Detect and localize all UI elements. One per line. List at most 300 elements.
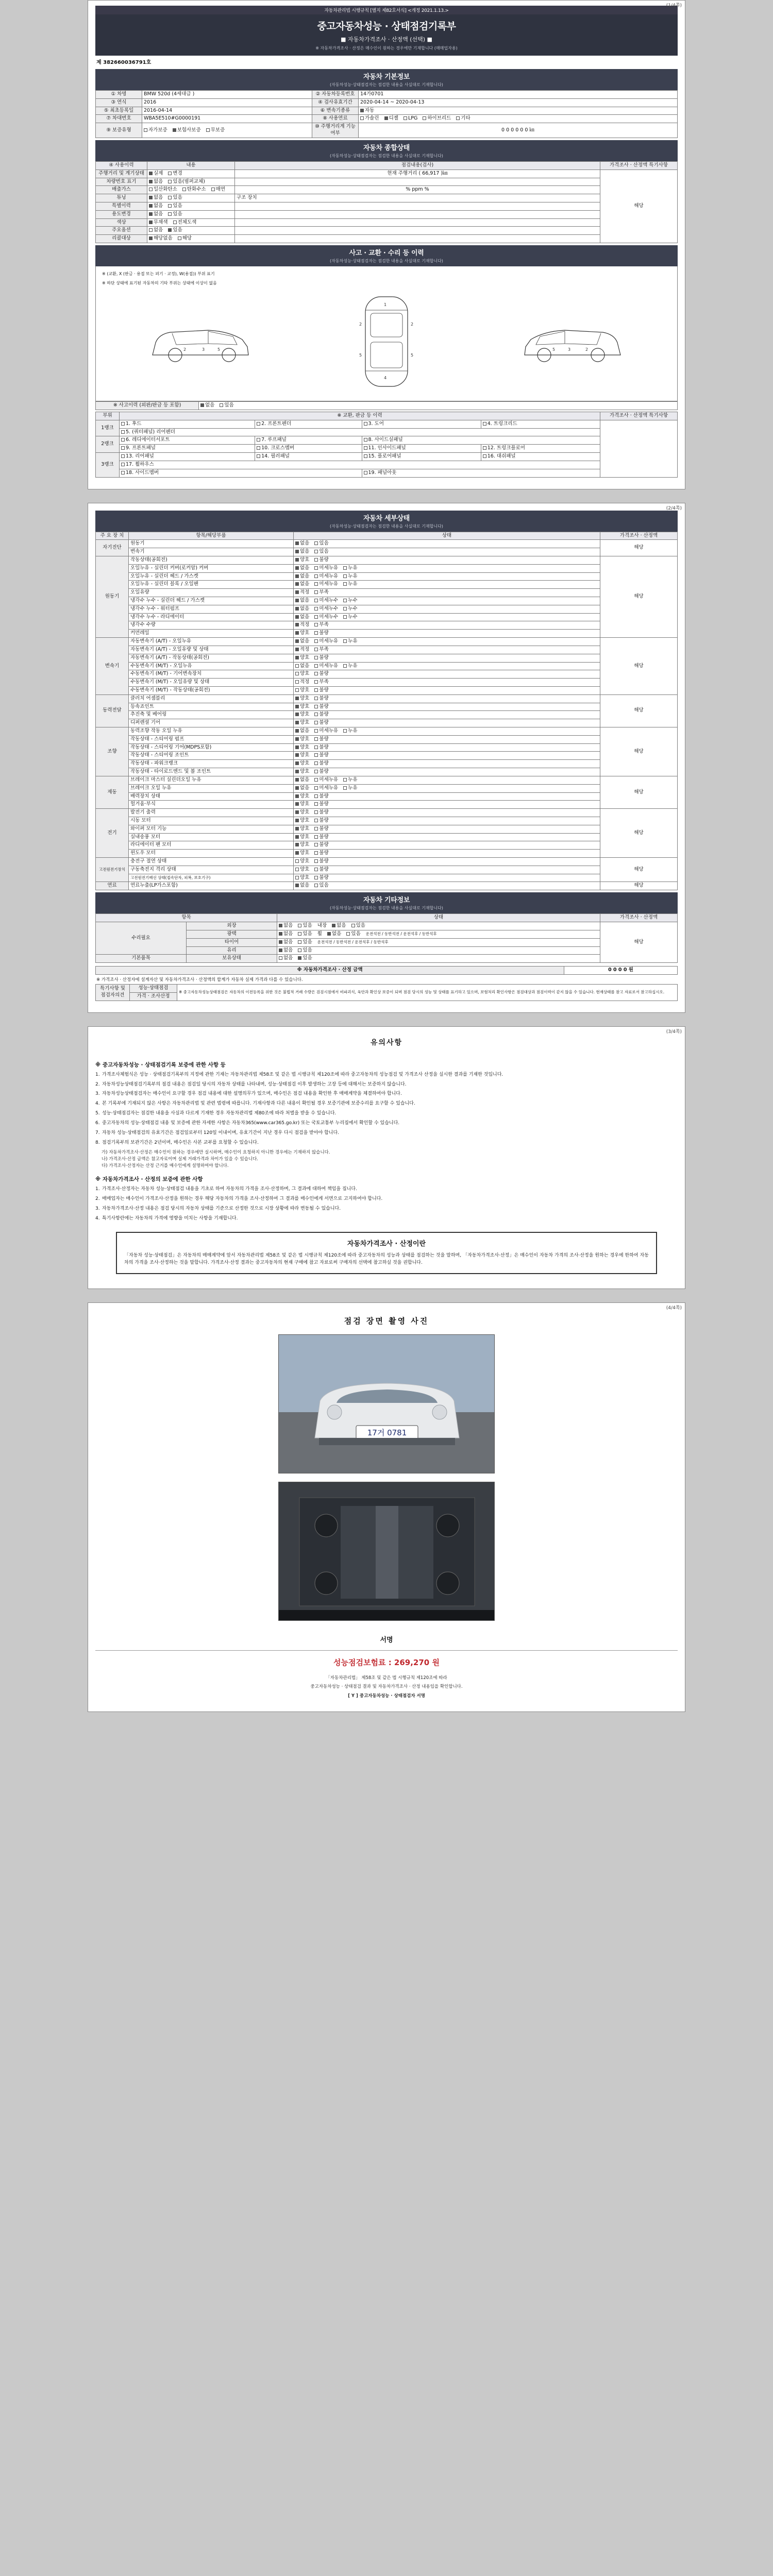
detail-group-fuel: 연료 bbox=[96, 882, 129, 890]
fuel-lpg[interactable]: LPG bbox=[404, 115, 417, 122]
state-opt-a[interactable]: 양호 bbox=[295, 671, 309, 677]
fuel-etc[interactable]: 기타 bbox=[456, 115, 470, 122]
warranty-self[interactable]: 자가보증 bbox=[144, 127, 167, 134]
vin-none[interactable]: 없음 bbox=[149, 179, 163, 185]
state-opt-a[interactable]: 없음 bbox=[295, 581, 309, 588]
state-opt-a[interactable]: 양호 bbox=[295, 630, 309, 637]
etc-glass-none[interactable]: 없음 bbox=[279, 947, 293, 954]
parts-cell-2-1[interactable]: 5. (쿼터패널) 리어펜더 bbox=[120, 428, 600, 436]
parts-cell-5-4[interactable]: 16. 대쉬패널 bbox=[481, 453, 600, 461]
state-opt-a[interactable]: 양호 bbox=[295, 875, 309, 882]
detail-item-state bbox=[294, 735, 600, 743]
table-row bbox=[96, 227, 678, 235]
remarks-row1-label: 성능·상태점검 bbox=[130, 984, 177, 992]
table-row bbox=[96, 572, 678, 581]
state-opt-a[interactable]: 양호 bbox=[295, 818, 309, 824]
overall-row1-cat: 차량번호 표기 bbox=[96, 178, 147, 186]
detail-item-label: 변속기 bbox=[129, 548, 294, 556]
usechange-none[interactable]: 없음 bbox=[149, 211, 163, 218]
state-opt-a[interactable]: 양호 bbox=[295, 858, 309, 865]
overall-head-2: 점검내용(검사) bbox=[235, 161, 600, 170]
remarks-row2-label: 가격 · 조사산정 bbox=[130, 992, 177, 1001]
detail-item-label: 충전구 절연 상태 bbox=[129, 858, 294, 866]
state-opt-b[interactable]: 미세누유 bbox=[314, 728, 338, 735]
state-opt-a[interactable]: 없음 bbox=[295, 565, 309, 572]
state-opt-c[interactable]: 누유 bbox=[343, 728, 357, 735]
state-opt-b[interactable]: 미세누유 bbox=[314, 565, 338, 572]
photo-page-title: 점검 장면 촬영 사진 bbox=[344, 1316, 429, 1326]
state-opt-a[interactable]: 양호 bbox=[295, 826, 309, 833]
state-opt-b[interactable]: 불량 bbox=[314, 704, 328, 710]
mileage-actual[interactable]: 실제 bbox=[149, 171, 163, 177]
state-opt-a[interactable]: 없음 bbox=[295, 638, 309, 645]
emission-hc[interactable]: 탄화수소 bbox=[182, 187, 206, 193]
parts-cell-4-4[interactable]: 12. 트렁크플로어 bbox=[481, 445, 600, 453]
detail-item-label: 수동변속기 (M/T) - 기어변속장치 bbox=[129, 670, 294, 679]
special-exists[interactable]: 있음 bbox=[168, 203, 182, 210]
detail-item-state bbox=[294, 556, 600, 564]
state-opt-b[interactable]: 미세누유 bbox=[314, 573, 338, 580]
section-detail-sub: (자동차성능·상태점검자는 점검한 내용을 사실대로 기재합니다) bbox=[330, 523, 443, 529]
state-opt-c[interactable]: 누유 bbox=[343, 573, 357, 580]
table-row bbox=[96, 638, 678, 646]
warranty-insurer[interactable]: 보험사보증 bbox=[173, 127, 201, 134]
option-exists[interactable]: 있음 bbox=[168, 227, 182, 234]
state-opt-a[interactable]: 적정 bbox=[295, 647, 309, 653]
parts-cell-4-3[interactable]: 11. 인사이드패널 bbox=[362, 445, 481, 453]
detail-item-label: 작동상태 - 파워크랭크 bbox=[129, 760, 294, 768]
detail-item-state bbox=[294, 589, 600, 597]
state-opt-c[interactable]: 누유 bbox=[343, 777, 357, 784]
accident-exists[interactable]: 있음 bbox=[220, 402, 233, 409]
detail-item-state bbox=[294, 605, 600, 613]
overall-row6-note bbox=[235, 218, 600, 227]
svg-text:5: 5 bbox=[359, 353, 362, 358]
state-opt-a[interactable]: 양호 bbox=[295, 557, 309, 564]
mileage-changed[interactable]: 변경 bbox=[168, 171, 182, 177]
state-opt-b[interactable]: 불량 bbox=[314, 818, 328, 824]
state-opt-a[interactable]: 없음 bbox=[295, 549, 309, 555]
parts-cell-7-1[interactable]: 18. 사이드멤버 bbox=[120, 469, 362, 477]
basic-row2-value2 bbox=[359, 107, 678, 115]
state-opt-a[interactable]: 양호 bbox=[295, 834, 309, 841]
table-row bbox=[96, 621, 678, 630]
parts-cell-3-1[interactable]: 6. 레디에이터서포트 bbox=[120, 436, 255, 445]
state-opt-a[interactable]: 없음 bbox=[295, 606, 309, 613]
color-full-repaint[interactable]: 전체도색 bbox=[173, 219, 197, 226]
section-accident-title: 사고 · 교환 · 수리 등 이력 bbox=[349, 249, 424, 257]
overall-row2-items bbox=[147, 186, 235, 194]
basic-row0-value1: BMW 520d (4세대급 ) bbox=[142, 91, 312, 99]
state-opt-b[interactable]: 미세누수 bbox=[314, 614, 338, 621]
state-opt-c[interactable]: 누유 bbox=[343, 581, 357, 588]
fuel-diesel[interactable]: 디젤 bbox=[384, 115, 398, 122]
state-opt-c[interactable]: 누수 bbox=[343, 606, 357, 613]
detail-item-label: 작동상태 - 스티어링 기어(MDPS포함) bbox=[129, 743, 294, 752]
detail-right-note-5: 해당 bbox=[600, 727, 678, 776]
detail-item-label: 수동변속기 (M/T) - 오일유량 및 상태 bbox=[129, 679, 294, 687]
state-opt-a[interactable]: 없음 bbox=[295, 573, 309, 580]
detail-item-label: 연료누출(LP가스포함) bbox=[129, 882, 294, 890]
state-opt-b[interactable]: 불량 bbox=[314, 834, 328, 841]
overall-row0-cat: 주행거리 및 계기상태 bbox=[96, 170, 147, 178]
state-opt-b[interactable]: 부족 bbox=[314, 679, 328, 686]
parts-cell-5-3[interactable]: 15. 플로어패널 bbox=[362, 453, 481, 461]
basic-row1-value2: 2020-04-14 ~ 2020-04-13 bbox=[359, 98, 678, 107]
table-row bbox=[96, 792, 678, 801]
car-side-left-diagram bbox=[146, 311, 255, 372]
state-opt-a[interactable]: 양호 bbox=[295, 687, 309, 694]
state-opt-b[interactable]: 불량 bbox=[314, 557, 328, 564]
page-tag-1: (1/4쪽) bbox=[666, 3, 682, 8]
state-opt-c[interactable]: 누수 bbox=[343, 598, 357, 604]
state-opt-b[interactable]: 미세누수 bbox=[314, 598, 338, 604]
emission-smoke[interactable]: 매연 bbox=[211, 187, 225, 193]
list-item: 2. 매매업자는 매수인이 가격조사·산정을 원하는 경우 해당 자동차의 가격을 조사·산정하여 그 결과를 매수인에게 서면으로 고지하여야 합니다. bbox=[95, 1196, 383, 1202]
state-opt-a[interactable]: 양호 bbox=[295, 711, 309, 718]
overall-row0-note: 현재 주행거리 ( 66,917 )㎞ bbox=[235, 170, 600, 178]
state-opt-b[interactable]: 불량 bbox=[314, 760, 328, 767]
state-opt-a[interactable]: 양호 bbox=[295, 769, 309, 775]
state-opt-b[interactable]: 불량 bbox=[314, 793, 328, 800]
warranty-none[interactable]: 무보증 bbox=[206, 127, 225, 134]
detail-item-state bbox=[294, 801, 600, 809]
tuning-exists[interactable]: 있음 bbox=[168, 195, 182, 201]
state-opt-b[interactable]: 있음 bbox=[314, 549, 328, 555]
list-item: 1. 가격조사·산정자는 자동차 성능·상태점검 내용을 기초로 하여 자동차의 가격을 조사·산정하며, 그 결과에 대하여 책임을 집니다. bbox=[95, 1187, 357, 1192]
state-opt-b[interactable]: 불량 bbox=[314, 842, 328, 849]
svg-text:2: 2 bbox=[183, 347, 187, 352]
detail-item-state bbox=[294, 743, 600, 752]
overall-row0-items bbox=[147, 170, 235, 178]
state-opt-b[interactable]: 있음 bbox=[314, 883, 328, 889]
etc-wheel-positions: 운전석전 / 동반석전 / 운전석후 / 동반석후 bbox=[365, 931, 437, 936]
overall-table bbox=[95, 161, 678, 243]
parts-cell-1-1[interactable]: 1. 후드 bbox=[120, 420, 255, 428]
price-unit-note: ※ 가격조사 · 산정자에 설계자산 및 자동차가격조사 · 산정액의 합계가 자동차 실제 가격과 다를 수 있습니다. bbox=[96, 977, 303, 982]
state-opt-b[interactable]: 불량 bbox=[314, 752, 328, 759]
etc-ext-yes[interactable]: 있음 bbox=[298, 923, 312, 929]
table-row bbox=[96, 123, 678, 138]
state-opt-b[interactable]: 불량 bbox=[314, 687, 328, 694]
etc-label-tire: 타이어 bbox=[187, 938, 277, 946]
state-opt-b[interactable]: 미세누유 bbox=[314, 581, 338, 588]
state-opt-b[interactable]: 미세누유 bbox=[314, 663, 338, 670]
state-opt-a[interactable]: 양호 bbox=[295, 720, 309, 726]
overall-head-0: ④ 사용이력 bbox=[96, 161, 147, 170]
detail-item-state bbox=[294, 597, 600, 605]
parts-cell-3-2[interactable]: 7. 루프패널 bbox=[255, 436, 362, 445]
guarantee-title: 자동차가격조사 · 산정이란 bbox=[347, 1240, 426, 1248]
etc-tire-yes[interactable]: 있음 bbox=[298, 939, 312, 946]
detail-item-state bbox=[294, 564, 600, 572]
state-opt-a[interactable]: 없음 bbox=[295, 540, 309, 547]
table-row bbox=[96, 589, 678, 597]
parts-cell-4-2[interactable]: 10. 크로스멤버 bbox=[255, 445, 362, 453]
state-opt-b[interactable]: 불량 bbox=[314, 736, 328, 743]
section-etc-title: 자동차 기타정보 bbox=[363, 896, 410, 905]
table-row bbox=[96, 866, 678, 874]
fuel-gasoline[interactable]: 가솔린 bbox=[360, 115, 379, 122]
overall-head-1: 내용 bbox=[147, 161, 235, 170]
state-opt-b[interactable]: 불량 bbox=[314, 850, 328, 857]
state-opt-a[interactable]: 양호 bbox=[295, 736, 309, 743]
guarantee-text: 「자동차 성능·상태점검」은 자동차의 매매계약에 앞서 자동차관리법 제58조 및 같은 법 시행규칙 제120조에 따라 중고자동차의 성능과 상태를 점검하는 것을 말하며, 「자동차가격조사·산정」은 매수인이 자동차 가격의 조사·산정을 원하는 경우에 한하여 자동차의 가격을 조사·산정하는 것을 말합니다. 가격조사·산정 결과는 중고자동차의 현재 구매에 참고 자료로써 구매자의 선택에 참고하실 것을 권합니다. bbox=[124, 1253, 649, 1266]
state-opt-b[interactable]: 불량 bbox=[314, 769, 328, 775]
state-opt-c[interactable]: 누유 bbox=[343, 663, 357, 670]
table-row bbox=[96, 581, 678, 589]
list-item: 4. 본 기록부에 기재되지 않은 사항은 자동차관리법 및 관련 법령에 따릅니다. 기재사항과 다른 내용이 확인될 경우 보증기관에 보증수리를 요구할 수 있습니다. bbox=[95, 1101, 415, 1107]
notice-head-1: ※ 중고자동차성능 · 상태점검기록 보증에 관한 사항 등 bbox=[95, 1061, 226, 1068]
detail-item-state bbox=[294, 727, 600, 736]
state-opt-a[interactable]: 적정 bbox=[295, 622, 309, 629]
state-opt-b[interactable]: 부족 bbox=[314, 622, 328, 629]
front-car-photo bbox=[279, 1335, 495, 1473]
table-row bbox=[96, 922, 678, 930]
detail-group-high-voltage: 고전원전기장치 bbox=[96, 858, 129, 882]
detail-item-label: 헐거움·부식 bbox=[129, 801, 294, 809]
detail-item-label: 작동상태 - 타이로드엔드 및 볼 조인트 bbox=[129, 768, 294, 776]
table-row bbox=[96, 703, 678, 711]
state-opt-b[interactable]: 불량 bbox=[314, 875, 328, 882]
special-none[interactable]: 없음 bbox=[149, 203, 163, 210]
detail-head-3: 가격조사 · 산정액 bbox=[600, 532, 678, 540]
state-opt-a[interactable]: 없음 bbox=[295, 777, 309, 784]
overall-row8-cat: 리콜대상 bbox=[96, 235, 147, 243]
price-summary-table bbox=[95, 966, 678, 975]
basic-row3-label2: ⑧ 사용연료 bbox=[312, 115, 359, 123]
state-opt-a[interactable]: 없음 bbox=[295, 728, 309, 735]
state-opt-b[interactable]: 불량 bbox=[314, 801, 328, 808]
color-original[interactable]: 무채색 bbox=[149, 219, 168, 226]
etc-int-none[interactable]: 없음 bbox=[332, 923, 346, 929]
parts-rank-3: 3랭크 bbox=[96, 453, 120, 477]
overall-row1-items bbox=[147, 178, 235, 186]
table-row bbox=[96, 548, 678, 556]
detail-item-label: 수동변속기 (M/T) - 오일누유 bbox=[129, 662, 294, 670]
document-number: 제 382660036791호 bbox=[96, 60, 152, 65]
state-opt-b[interactable]: 부족 bbox=[314, 647, 328, 653]
table-row bbox=[96, 719, 678, 727]
transmission-auto[interactable]: 자동 bbox=[360, 108, 374, 114]
table-row bbox=[96, 801, 678, 809]
etc-int-yes[interactable]: 있음 bbox=[351, 923, 365, 929]
table-row bbox=[96, 955, 678, 963]
guarantee-box bbox=[116, 1232, 657, 1274]
parts-cell-1-3[interactable]: 3. 도어 bbox=[362, 420, 481, 428]
overall-row3-cat: 튜닝 bbox=[96, 194, 147, 202]
table-row bbox=[96, 874, 678, 882]
state-opt-c[interactable]: 누유 bbox=[343, 785, 357, 792]
detail-right-note-9: 해당 bbox=[600, 882, 678, 890]
state-opt-b[interactable]: 불량 bbox=[314, 858, 328, 865]
state-opt-a[interactable]: 없음 bbox=[295, 614, 309, 621]
detail-item-label: 자동변속기 (A/T) - 작동상태(공회전) bbox=[129, 654, 294, 662]
recall-yes[interactable]: 해당 bbox=[178, 235, 192, 242]
detail-item-state bbox=[294, 646, 600, 654]
overall-row1-note bbox=[235, 178, 600, 186]
table-row bbox=[96, 186, 678, 194]
etc-state-glass bbox=[277, 946, 600, 955]
state-opt-b[interactable]: 부족 bbox=[314, 589, 328, 596]
list-item: 6. 중고자동차의 성능·상태점검 내용 및 보증에 관한 자세한 사항은 자동차365(www.car365.go.kr) 또는 국토교통부 누리집에서 확인할 수 있습니다. bbox=[95, 1121, 400, 1126]
state-opt-a[interactable]: 양호 bbox=[295, 801, 309, 808]
etc-state-exterior bbox=[277, 922, 600, 930]
state-opt-a[interactable]: 양호 bbox=[295, 867, 309, 873]
detail-item-label: 브레이크 마스터 실린더오일 누유 bbox=[129, 776, 294, 784]
etc-pol-none[interactable]: 없음 bbox=[279, 931, 293, 938]
state-opt-a[interactable]: 적정 bbox=[295, 589, 309, 596]
parts-cell-5-1[interactable]: 13. 리어패널 bbox=[120, 453, 255, 461]
state-opt-b[interactable]: 미세누수 bbox=[314, 606, 338, 613]
etc-hold-none[interactable]: 없음 bbox=[279, 955, 293, 962]
detail-group-steering: 조향 bbox=[96, 727, 129, 776]
section-basic-info-bar bbox=[95, 69, 678, 90]
svg-text:1: 1 bbox=[383, 302, 387, 308]
etc-head-2: 가격조사 · 산정액 bbox=[600, 914, 678, 922]
state-opt-b[interactable]: 불량 bbox=[314, 671, 328, 677]
table-row bbox=[96, 646, 678, 654]
accident-history-table bbox=[95, 401, 678, 410]
state-opt-a[interactable]: 양호 bbox=[295, 655, 309, 662]
state-opt-b[interactable]: 있음 bbox=[314, 540, 328, 547]
parts-cell-4-1[interactable]: 9. 프론트패널 bbox=[120, 445, 255, 453]
state-opt-c[interactable]: 누수 bbox=[343, 614, 357, 621]
table-row bbox=[96, 882, 678, 890]
fuel-hybrid[interactable]: 하이브리드 bbox=[423, 115, 451, 122]
detail-item-state bbox=[294, 694, 600, 703]
state-opt-b[interactable]: 미세누유 bbox=[314, 638, 338, 645]
detail-item-label: 라디에이터 팬 모터 bbox=[129, 841, 294, 850]
state-opt-a[interactable]: 없음 bbox=[295, 883, 309, 889]
page-tag-4: (4/4쪽) bbox=[666, 1305, 682, 1311]
state-opt-a[interactable]: 없음 bbox=[295, 663, 309, 670]
state-opt-b[interactable]: 불량 bbox=[314, 655, 328, 662]
state-opt-a[interactable]: 양호 bbox=[295, 704, 309, 710]
tuning-none[interactable]: 없음 bbox=[149, 195, 163, 201]
table-row bbox=[96, 445, 678, 453]
state-opt-b[interactable]: 불량 bbox=[314, 711, 328, 718]
table-row bbox=[96, 850, 678, 858]
state-opt-b[interactable]: 불량 bbox=[314, 720, 328, 726]
detail-item-label: 작동상태(공회전) bbox=[129, 556, 294, 564]
footer-note-3: [ Y ] 중고자동차성능 · 상태점검자 서명 bbox=[348, 1693, 425, 1699]
accident-none[interactable]: 없음 bbox=[200, 402, 214, 409]
parts-cell-6-1[interactable]: 17. 휠하우스 bbox=[120, 461, 600, 469]
vin-exists[interactable]: 있음(범퍼교체) bbox=[168, 179, 205, 185]
list-item: 3. 자동차성능상태점검자는 매수인이 요구할 경우 점검 내용에 대한 설명의무가 있으며, 매수인은 점검 내용을 확인한 후 매매계약을 체결하여야 합니다. bbox=[95, 1091, 402, 1097]
parts-cell-1-2[interactable]: 2. 프론트펜더 bbox=[255, 420, 362, 428]
parts-head-all: ※ 교환, 판금 등 이력 bbox=[120, 412, 600, 420]
state-opt-a[interactable]: 없음 bbox=[295, 598, 309, 604]
state-opt-b[interactable]: 불량 bbox=[314, 867, 328, 873]
detail-item-state bbox=[294, 613, 600, 621]
svg-text:2: 2 bbox=[359, 322, 362, 327]
table-row bbox=[96, 461, 678, 469]
option-none[interactable]: 없음 bbox=[149, 227, 163, 234]
overall-row8-note bbox=[235, 235, 600, 243]
state-opt-c[interactable]: 누유 bbox=[343, 638, 357, 645]
table-row bbox=[96, 235, 678, 243]
list-item: 8. 점검기록부의 보관기간은 2년이며, 매수인은 사본 교부를 요청할 수 있습니다. bbox=[95, 1140, 259, 1146]
state-opt-b[interactable]: 불량 bbox=[314, 826, 328, 833]
svg-text:5: 5 bbox=[552, 347, 555, 352]
list-item: 7. 자동차 성능·상태점검의 유효기간은 점검일로부터 120일 이내이며, 유효기간이 지난 경우 다시 점검을 받아야 합니다. bbox=[95, 1130, 340, 1136]
parts-cell-7-2[interactable]: 19. 패널아웃 bbox=[362, 469, 600, 477]
etc-wheel-none[interactable]: 없음 bbox=[327, 931, 341, 938]
table-row bbox=[96, 784, 678, 792]
state-opt-a[interactable]: 양호 bbox=[295, 793, 309, 800]
detail-item-state bbox=[294, 760, 600, 768]
table-header-row bbox=[96, 161, 678, 170]
document-title: 중고자동차성능 · 상태점검기록부 bbox=[317, 21, 456, 32]
etc-right-note: 해당 bbox=[600, 922, 678, 963]
state-opt-a[interactable]: 적정 bbox=[295, 679, 309, 686]
state-opt-a[interactable]: 양호 bbox=[295, 752, 309, 759]
state-opt-b[interactable]: 불량 bbox=[314, 696, 328, 702]
state-opt-b[interactable]: 불량 bbox=[314, 744, 328, 751]
detail-item-state bbox=[294, 654, 600, 662]
list-item: 5. 성능·상태점검자는 점검한 내용을 사실과 다르게 기재한 경우 자동차관리법 제80조에 따라 처벌을 받을 수 있습니다. bbox=[95, 1111, 337, 1116]
basic-row1-value1: 2016 bbox=[142, 98, 312, 107]
state-opt-a[interactable]: 양호 bbox=[295, 850, 309, 857]
state-opt-b[interactable]: 불량 bbox=[314, 809, 328, 816]
state-opt-a[interactable]: 양호 bbox=[295, 842, 309, 849]
state-opt-a[interactable]: 양호 bbox=[295, 809, 309, 816]
overall-row8-items bbox=[147, 235, 235, 243]
state-opt-b[interactable]: 미세누유 bbox=[314, 777, 338, 784]
detail-item-label: 작동상태 - 스티어링 펌프 bbox=[129, 735, 294, 743]
table-row bbox=[96, 91, 678, 99]
page-3 bbox=[88, 1026, 685, 1289]
state-opt-a[interactable]: 양호 bbox=[295, 696, 309, 702]
detail-item-state bbox=[294, 817, 600, 825]
state-opt-a[interactable]: 양호 bbox=[295, 760, 309, 767]
recall-na[interactable]: 해당없음 bbox=[149, 235, 173, 242]
detail-item-state bbox=[294, 866, 600, 874]
table-row bbox=[96, 115, 678, 123]
accident-diagram-wrap bbox=[95, 266, 678, 401]
etc-label-exterior: 외장 bbox=[187, 922, 277, 930]
section-etc-sub: (자동차성능·상태점검자는 점검한 내용을 사실대로 기재합니다) bbox=[330, 906, 443, 911]
detail-item-label: 브레이크 오일 누유 bbox=[129, 784, 294, 792]
state-opt-b[interactable]: 미세누유 bbox=[314, 785, 338, 792]
etc-ext-none[interactable]: 없음 bbox=[279, 923, 293, 929]
photo-front-view bbox=[278, 1334, 495, 1473]
emission-co[interactable]: 일산화탄소 bbox=[149, 187, 177, 193]
etc-wheel-yes[interactable]: 있음 bbox=[346, 931, 360, 938]
page-2 bbox=[88, 503, 685, 1013]
document-title-block bbox=[95, 14, 678, 56]
overall-row5-items bbox=[147, 210, 235, 218]
parts-cell-5-2[interactable]: 14. 필러패널 bbox=[255, 453, 362, 461]
state-opt-a[interactable]: 없음 bbox=[295, 785, 309, 792]
state-opt-c[interactable]: 누유 bbox=[343, 565, 357, 572]
etc-glass-yes[interactable]: 있음 bbox=[298, 947, 312, 954]
state-opt-a[interactable]: 양호 bbox=[295, 744, 309, 751]
detail-item-label: 디퍼렌셜 기어 bbox=[129, 719, 294, 727]
basic-row1-label2: ④ 검사유효기간 bbox=[312, 98, 359, 107]
notice-sub-item: 나) 가격조사·산정 금액은 참고자료이며 실제 거래가격과 차이가 있을 수 있습니다. bbox=[102, 1156, 259, 1162]
license-plate-text: 17거 0781 bbox=[367, 1428, 407, 1437]
parts-cell-3-3[interactable]: 8. 사이드실패널 bbox=[362, 436, 600, 445]
parts-cell-1-4[interactable]: 4. 트렁크리드 bbox=[481, 420, 600, 428]
state-opt-b[interactable]: 불량 bbox=[314, 630, 328, 637]
etc-pol-yes[interactable]: 있음 bbox=[298, 931, 312, 938]
usechange-exists[interactable]: 있음 bbox=[168, 211, 182, 218]
etc-hold-yes[interactable]: 있음 bbox=[298, 955, 312, 962]
etc-tire-none[interactable]: 없음 bbox=[279, 939, 293, 946]
